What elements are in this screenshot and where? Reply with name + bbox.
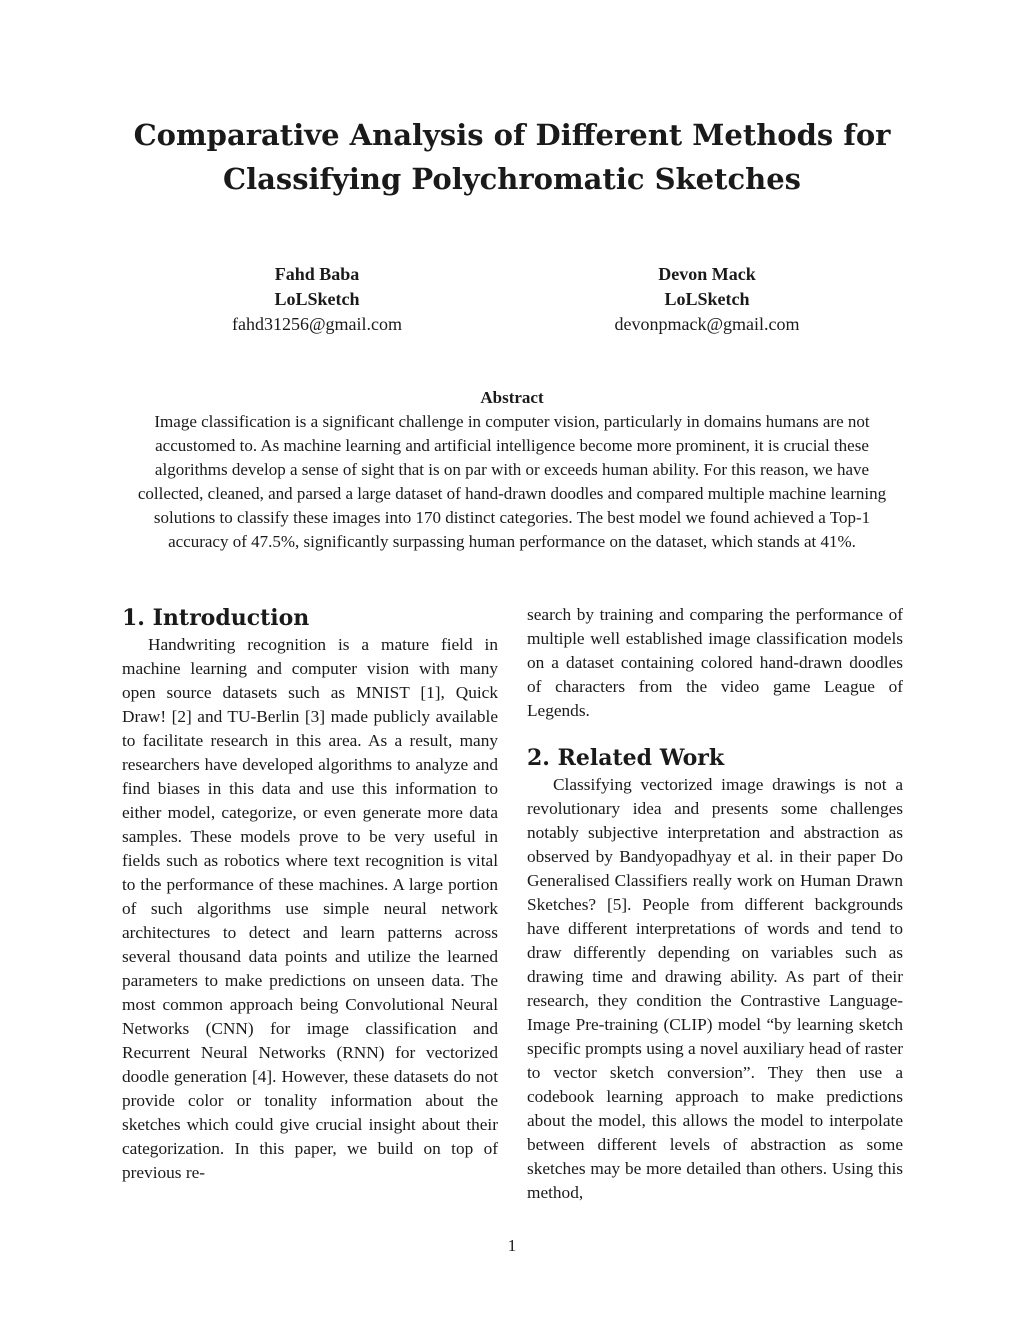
page-number: 1 — [507, 1236, 517, 1255]
author-block-1 — [167, 262, 467, 337]
left-column — [122, 603, 498, 1185]
right-column — [527, 603, 903, 1205]
section-heading-introduction: 1. Introduction — [122, 605, 310, 631]
section-heading-related-work: 2. Related Work — [527, 745, 725, 771]
author-name: Devon Mack — [658, 264, 756, 284]
author-affiliation: LoLSketch — [274, 289, 360, 309]
related-work-paragraph: Classifying vectorized image drawings is not a revolutionary idea and presents some challenges notably subjective interpretation and abstraction as observed by Bandyopadhyay et al. in their paper Do Generalised Classifiers really work on Human Drawn Sketches? [5]. People from different backgrounds have different interpretations of words and tend to draw differently depending on variables such as drawing time and drawing ability. As part of their research, they condition the Contrastive Language-Image Pre-training (CLIP) model “by learning sketch specific prompts using a novel auxiliary head of raster to vector sketch conversion”. They then use a codebook learning approach to make predictions about the model, this allows the model to interpolate between different levels of abstraction as some sketches may be more detailed than others. Using this method, — [527, 775, 903, 1202]
paper-title: Comparative Analysis of Different Methods for Classifying Polychromatic Sketches — [133, 118, 891, 196]
abstract-section — [122, 386, 902, 554]
abstract-heading: Abstract — [480, 388, 544, 407]
author-affiliation: LoLSketch — [664, 289, 750, 309]
author-name: Fahd Baba — [274, 264, 360, 284]
abstract-text: Image classification is a significant challenge in computer vision, particularly in domains humans are not accustomed to. As machine learning and artificial intelligence become more prominent, it is crucial these algorithms develop a sense of sight that is on par with or exceeds human ability. For this reason, we have collected, cleaned, and parsed a large dataset of hand-drawn doodles and compared multiple machine learning solutions to classify these images into 170 distinct categories. The best model we found achieved a Top-1 accuracy of 47.5%, significantly surpassing human performance on the dataset, which stands at 41%. — [137, 412, 887, 551]
introduction-paragraph: Handwriting recognition is a mature field in machine learning and computer vision with many open source datasets such as MNIST [1], Quick Draw! [2] and TU-Berlin [3] made publicly available to facilitate research in this area. As a result, many researchers have developed algorithms to analyze and find biases in this data and use this information to either model, categorize, or even generate more data samples. These models prove to be very useful in fields such as robotics where text recognition is vital to the performance of these machines. A large portion of such algorithms use simple neural network architectures to detect and learn patterns across several thousand data points and utilize the learned parameters to make predictions on unseen data. The most common approach being Convolutional Neural Networks (CNN) for image classification and Recurrent Neural Networks (RNN) for vectorized doodle generation [4]. However, these datasets do not provide color or tonality information about the sketches which could give crucial insight about their categorization. In this paper, we build on top of previous re- — [122, 635, 498, 1182]
author-block-2 — [557, 262, 857, 337]
author-email: devonpmack@gmail.com — [614, 314, 800, 334]
introduction-paragraph-continued: search by training and comparing the performance of multiple well established image classification models on a dataset containing colored hand-drawn doodles of characters from the video game League of Legends. — [527, 605, 903, 720]
author-email: fahd31256@gmail.com — [231, 314, 403, 334]
